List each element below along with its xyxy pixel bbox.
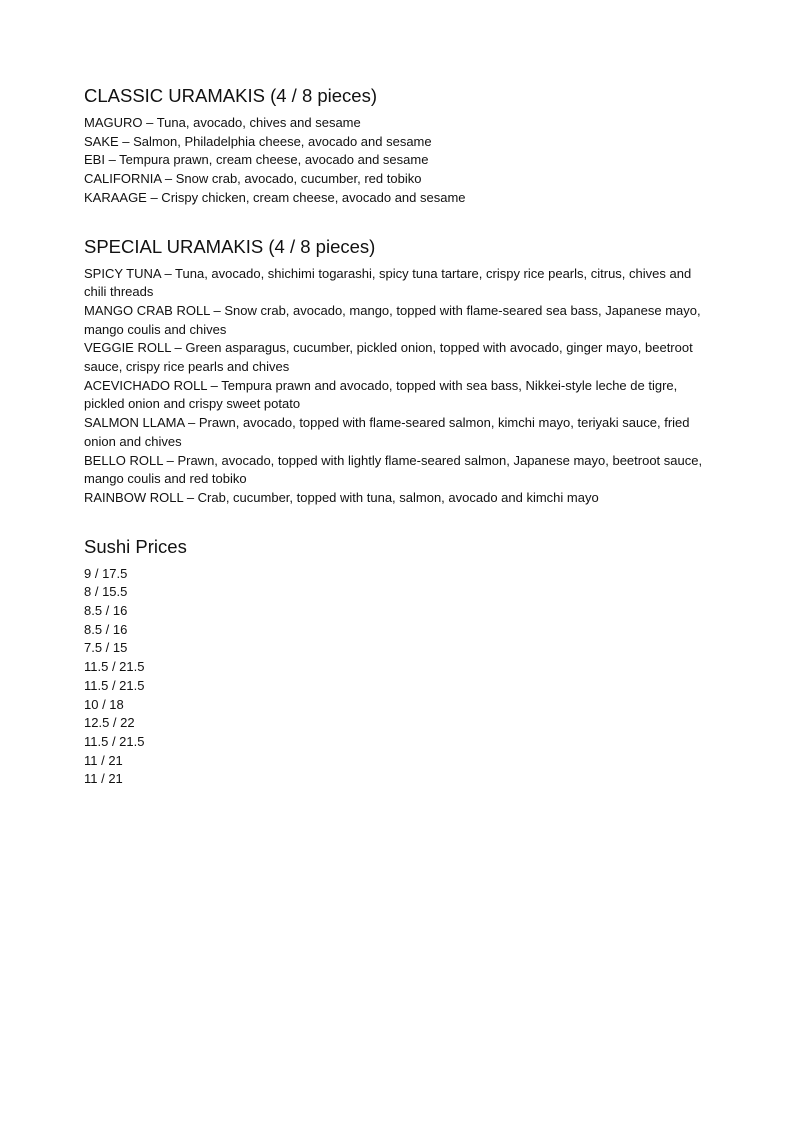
document-page xyxy=(84,84,724,816)
menu-item: KARAAGE – Crispy chicken, cream cheese, avocado and sesame xyxy=(84,189,466,205)
special-uramakis-section xyxy=(84,235,724,508)
menu-item: SAKE – Salmon, Philadelphia cheese, avocado and sesame xyxy=(84,133,432,149)
price-line: 11 / 21 xyxy=(84,752,123,768)
menu-item: SPICY TUNA – Tuna, avocado, shichimi togarashi, spicy tuna tartare, crispy rice pearls, citrus, chives and chili threads xyxy=(84,265,692,300)
menu-item: EBI – Tempura prawn, cream cheese, avocado and sesame xyxy=(84,152,429,168)
sushi-prices-section xyxy=(84,535,724,789)
price-line: 9 / 17.5 xyxy=(84,565,128,581)
classic-uramakis-list xyxy=(84,114,724,208)
special-uramakis-heading: SPECIAL URAMAKIS (4 / 8 pieces) xyxy=(84,235,376,257)
sushi-prices-heading: Sushi Prices xyxy=(84,535,187,557)
price-line: 10 / 18 xyxy=(84,696,124,712)
price-line: 11.5 / 21.5 xyxy=(84,677,145,693)
price-line: 11.5 / 21.5 xyxy=(84,659,145,675)
menu-item: BELLO ROLL – Prawn, avocado, topped with lightly flame-seared salmon, Japanese mayo, beetroot sauce, mango coulis and red tobiko xyxy=(84,452,703,487)
classic-uramakis-heading: CLASSIC URAMAKIS (4 / 8 pieces) xyxy=(84,85,378,106)
price-line: 11 / 21 xyxy=(84,771,123,787)
price-line: 8.5 / 16 xyxy=(84,603,128,619)
price-line: 11.5 / 21.5 xyxy=(84,733,145,749)
menu-item: ACEVICHADO ROLL – Tempura prawn and avocado, topped with sea bass, Nikkei-style leche de tigre, pickled onion and crispy sweet potato xyxy=(84,377,678,412)
menu-item: MANGO CRAB ROLL – Snow crab, avocado, mango, topped with flame-seared sea bass, Japanese mayo, mango coulis and chives xyxy=(84,302,701,337)
menu-item: CALIFORNIA – Snow crab, avocado, cucumber, red tobiko xyxy=(84,171,422,187)
price-line: 12.5 / 22 xyxy=(84,715,135,731)
price-line: 8 / 15.5 xyxy=(84,584,128,600)
special-uramakis-list xyxy=(84,265,724,508)
menu-item: MAGURO – Tuna, avocado, chives and sesame xyxy=(84,115,361,130)
classic-uramakis-section xyxy=(84,84,724,208)
menu-item: SALMON LLAMA – Prawn, avocado, topped with flame-seared salmon, kimchi mayo, teriyaki sauce, fried onion and chives xyxy=(84,415,690,449)
price-line: 7.5 / 15 xyxy=(84,640,128,656)
menu-item: VEGGIE ROLL – Green asparagus, cucumber, pickled onion, topped with avocado, ginger mayo, beetroot sauce, crispy rice pearls and chives xyxy=(84,340,693,375)
menu-item: RAINBOW ROLL – Crab, cucumber, topped with tuna, salmon, avocado and kimchi mayo xyxy=(84,489,599,505)
price-line: 8.5 / 16 xyxy=(84,621,128,637)
sushi-prices-list xyxy=(84,565,724,789)
